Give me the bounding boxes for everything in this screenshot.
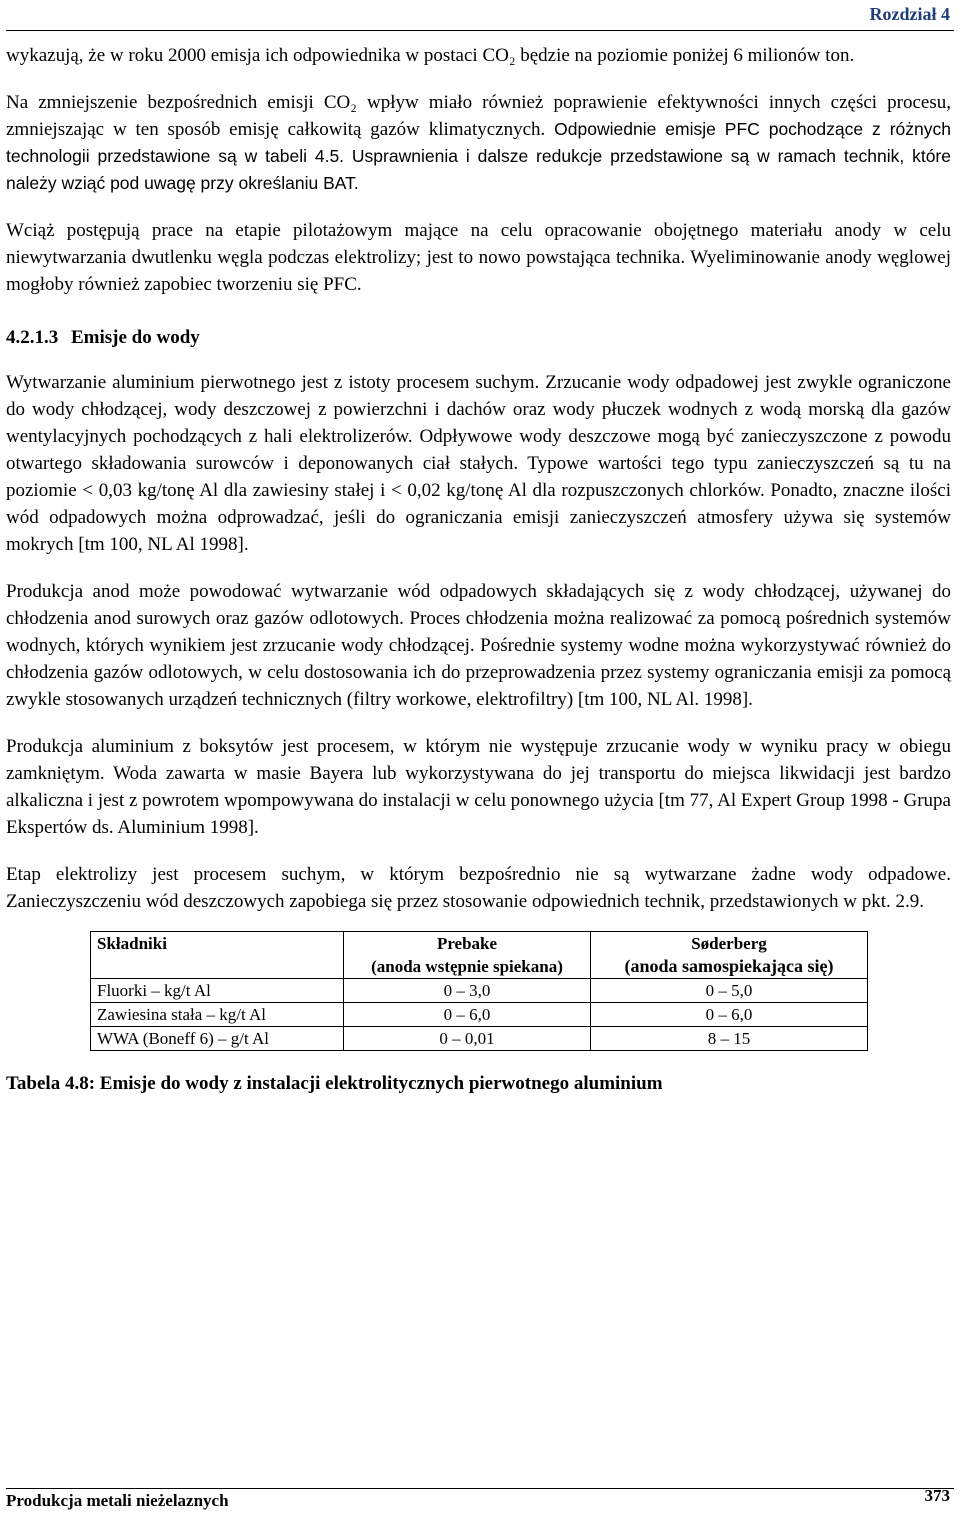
section-title: Emisje do wody (71, 327, 200, 348)
footer-divider (6, 1488, 954, 1489)
footer-title: Produkcja metali nieżelaznych (6, 1491, 229, 1510)
document-body (6, 42, 951, 1095)
table-caption: Tabela 4.8: Emisje do wody z instalacji elektrolitycznych pierwotnego aluminium (6, 1073, 663, 1094)
water-emissions-table (90, 931, 868, 1051)
table-row (91, 979, 868, 1003)
header-soderberg (591, 932, 868, 979)
table-header-row (91, 932, 868, 979)
row-soderberg-value: 8 – 15 (591, 1027, 868, 1051)
header-prebake-title: Prebake (436, 934, 498, 953)
paragraph-bauxite-production: Produkcja aluminium z boksytów jest procesem, w którym nie występuje zrzucanie wody w wyniku pracy w obiegu zamkniętym. Woda zawarta w masie Bayera lub wykorzystywana do jej transportu do miejsca likwidacji jest bardzo alkaliczna i jest z powrotem wpompowywana do instalacji w celu ponownego użycia [tm 77, Al Expert Group 1998 - Grupa Ekspertów ds. Aluminium 1998]. (6, 736, 951, 838)
header-prebake-subtitle: (anoda wstępnie spiekana) (371, 957, 563, 976)
section-number: 4.2.1.3 (6, 327, 59, 348)
paragraph-co2-forecast: wykazują, że w roku 2000 emisja ich odpowiednika w postaci CO₂ będzie na poziomie poniżej 6 milionów ton. (6, 45, 855, 66)
header-soderberg-subtitle: (anoda samospiekająca się) (624, 956, 834, 976)
chapter-label: Rozdział 4 (869, 4, 950, 24)
header-prebake (344, 932, 591, 979)
table-row (91, 1003, 868, 1027)
paragraph-co2-reduction (6, 89, 951, 197)
header-divider (6, 30, 954, 31)
page-number: 373 (924, 1486, 950, 1505)
header-soderberg-title: Søderberg (691, 934, 767, 953)
header-components: Składniki (91, 932, 344, 979)
row-name: WWA (Boneff 6) – g/t Al (91, 1027, 344, 1051)
paragraph-anode-production: Produkcja anod może powodować wytwarzanie wód odpadowych składających się z wody chłodzącej, używanej do chłodzenia anod surowych oraz gazów odlotowych. Proces chłodzenia można realizować za pomocą pośrednich systemów wodnych, których wynikiem jest zrzucanie wody chłodzącej. Pośrednie systemy wodne można wykorzystywać również do chłodzenia gazów odlotowych, w celu dostosowania ich do przeprowadzenia przez systemy ograniczania emisji za pomocą zwykle stosowanych urządzeń technicznych (filtry workowe, elektrofiltry) [tm 100, NL Al. 1998]. (6, 581, 951, 710)
row-name: Fluorki – kg/t Al (91, 979, 344, 1003)
row-name: Zawiesina stała – kg/t Al (91, 1003, 344, 1027)
section-heading (6, 324, 951, 351)
paragraph-electrolysis: Etap elektrolizy jest procesem suchym, w którym bezpośrednio nie są wytwarzane żadne wody odpadowe. Zanieczyszczeniu wód deszczowych zapobiega się przez stosowanie odpowiednich technik, przedstawionych w pkt. 2.9. (6, 864, 951, 912)
paragraph-dry-process: Wytwarzanie aluminium pierwotnego jest z istoty procesem suchym. Zrzucanie wody odpadowej jest zwykle ograniczone do wody chłodzącej, wody deszczowej z powierzchni i dachów oraz wody płuczek wodnych z wodą morską dla gazów wentylacyjnych pochodzących z hali elektrolizerów. Odpływowe wody deszczowe mogą być zanieczyszczone z powodu otwartego składowania surowców i deponowanych ciał stałych. Typowe wartości tego typu zanieczyszczeń są tu na poziomie < 0,03 kg/tonę Al dla zawiesiny stałej i < 0,02 kg/tonę Al dla rozpuszczonych chlorków. Ponadto, znaczne ilości wód odpadowych można odprowadzać, jeśli do ograniczania emisji zanieczyszczeń atmosfery używa się systemów mokrych [tm 100, NL Al 1998]. (6, 372, 951, 555)
paragraph-pfc-emissions-text: Odpowiednie emisje PFC pochodzące z różnych technologii przedstawione są w tabeli 4.5. Usprawnienia i dalsze redukcje przedstawione są w ramach technik, które należy wziąć pod uwagę przy określaniu BAT. (6, 119, 952, 193)
paragraph-inert-anode: Wciąż postępują prace na etapie pilotażowym mające na celu opracowanie obojętnego materiału anody w celu niewytwarzania dwutlenku węgla podczas elektrolizy; jest to nowo powstająca technika. Wyeliminowanie anody węglowej mogłoby również zapobiec tworzeniu się PFC. (6, 220, 951, 295)
row-prebake-value: 0 – 6,0 (344, 1003, 591, 1027)
row-soderberg-value: 0 – 6,0 (591, 1003, 868, 1027)
table-row (91, 1027, 868, 1051)
row-soderberg-value: 0 – 5,0 (591, 979, 868, 1003)
paragraph-co2-reduction-text: Na zmniejszenie bezpośrednich emisji CO₂ wpływ miało również poprawienie efektywności innych części procesu, zmniejszając w ten sposób emisję całkowitą gazów klimatycznych. (6, 92, 951, 140)
row-prebake-value: 0 – 0,01 (344, 1027, 591, 1051)
row-prebake-value: 0 – 3,0 (344, 979, 591, 1003)
